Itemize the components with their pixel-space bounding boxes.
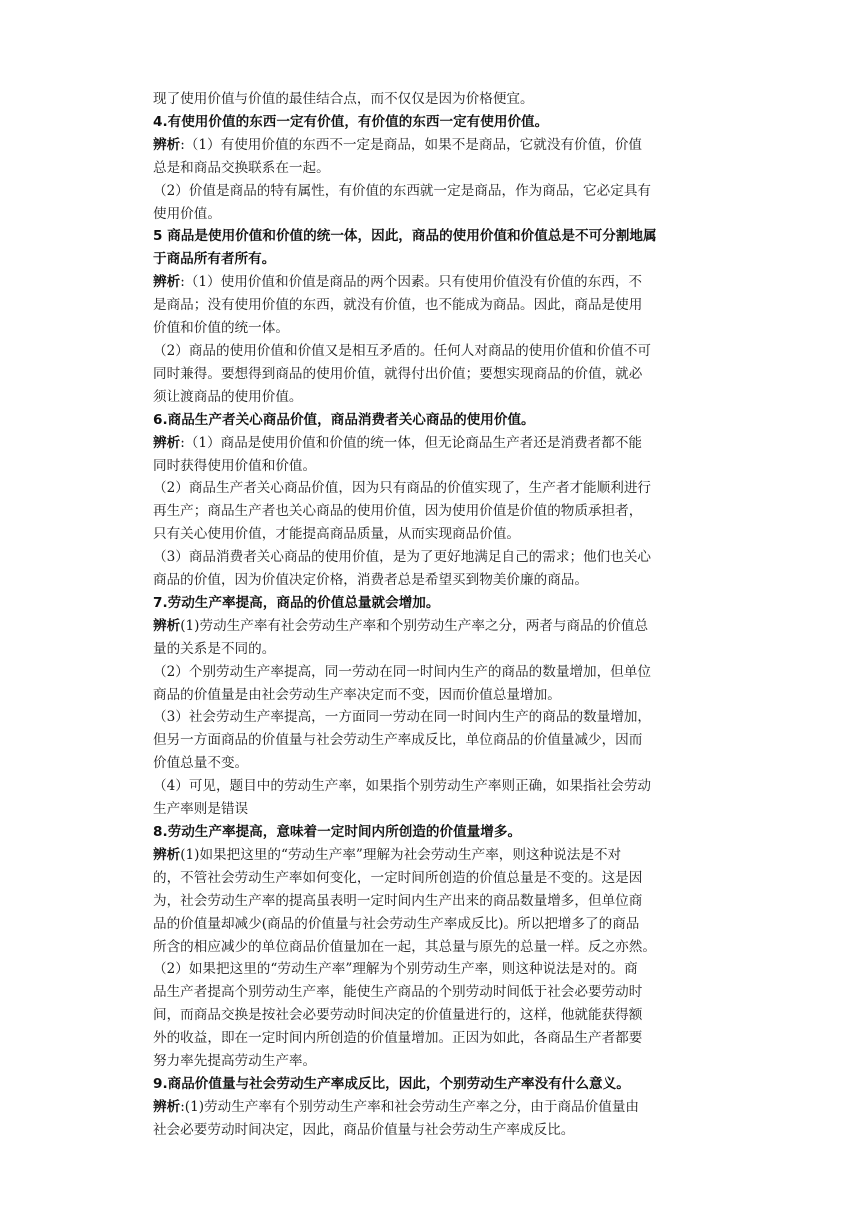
analysis-label: 辨析 bbox=[153, 434, 181, 451]
line-text: （3）社会劳动生产率提高，一方面同一劳动在同一时间内生产的商品的数量增加， bbox=[153, 709, 652, 726]
text-line bbox=[153, 867, 709, 890]
document-body bbox=[153, 88, 709, 1142]
analysis-label: 辨析 bbox=[153, 617, 181, 634]
text-line bbox=[153, 729, 709, 752]
line-text: 是商品；没有使用价值的东西，就没有价值，也不能成为商品。因此，商品是使用 bbox=[153, 297, 643, 314]
question-heading: 6.商品生产者关心商品价值，商品消费者关心商品的使用价值。 bbox=[153, 411, 535, 428]
line-text: 须让渡商品的使用价值。 bbox=[153, 388, 303, 405]
text-line bbox=[153, 1050, 709, 1073]
line-text: 但另一方面商品的价值量与社会劳动生产率成反比，单位商品的价值量减少，因而 bbox=[153, 732, 643, 749]
question-heading: 8.劳动生产率提高，意味着一定时间内所创造的价值量增多。 bbox=[153, 824, 522, 840]
text-line bbox=[153, 386, 709, 409]
line-text: 生产率则是错误 bbox=[153, 801, 249, 818]
text-line bbox=[153, 432, 709, 455]
text-line bbox=[153, 638, 709, 661]
text-line bbox=[153, 844, 709, 867]
text-line bbox=[153, 1004, 709, 1027]
line-text: 品的价值量却减少(商品的价值量与社会劳动生产率成反比)。所以把增多了的商品 bbox=[153, 915, 640, 932]
line-text: 品生产者提高个别劳动生产率，能使生产商品的个别劳动时间低于社会必要劳动时 bbox=[153, 984, 643, 1001]
line-text: （2）商品的使用价值和价值又是相互矛盾的。任何人对商品的使用价值和价值不可 bbox=[153, 342, 652, 359]
text-line bbox=[153, 752, 709, 775]
text-line bbox=[153, 363, 709, 386]
line-text: 现了使用价值与价值的最佳结合点，而不仅仅是因为价格便宜。 bbox=[153, 91, 534, 107]
text-line bbox=[153, 180, 709, 203]
text-line bbox=[153, 1027, 709, 1050]
analysis-label: 辨析 bbox=[153, 1098, 181, 1115]
line-text: 同时获得使用价值和价值。 bbox=[153, 457, 317, 474]
line-text: 量的关系是不同的。 bbox=[153, 640, 276, 657]
text-line bbox=[153, 615, 709, 638]
text-line bbox=[153, 936, 709, 959]
line-text: 外的收益，即在一定时间内所创造的价值量增加。正因为如此，各商品生产者都要 bbox=[153, 1030, 643, 1047]
line-text: 的，不管社会劳动生产率如何变化，一定时间所创造的价值总量是不变的。这是因 bbox=[153, 869, 643, 886]
question-heading: 4.有使用价值的东西一定有价值，有价值的东西一定有使用价值。 bbox=[153, 113, 549, 130]
line-text: 努力率先提高劳动生产率。 bbox=[153, 1053, 317, 1070]
text-line bbox=[153, 775, 709, 798]
line-text: （2）如果把这里的“劳动生产率”理解为个别劳动生产率，则这种说法是对的。商 bbox=[153, 961, 638, 978]
line-text: (1)如果把这里的“劳动生产率”理解为社会劳动生产率，则这种说法是不对 bbox=[180, 846, 622, 863]
text-line bbox=[153, 477, 709, 500]
text-line bbox=[153, 1119, 709, 1142]
line-text: 社会必要劳动时间决定，因此，商品价值量与社会劳动生产率成反比。 bbox=[153, 1121, 575, 1138]
question-heading: 5 商品是使用价值和价值的统一体，因此，商品的使用价值和价值总是不可分割地属 bbox=[153, 228, 657, 245]
text-line bbox=[153, 134, 709, 157]
text-line bbox=[153, 88, 709, 111]
line-text: 间，而商品交换是按社会必要劳动时间决定的价值量进行的，这样，他就能获得额 bbox=[153, 1007, 643, 1024]
line-text: :（1）使用价值和价值是商品的两个因素。只有使用价值没有价值的东西，不 bbox=[180, 274, 643, 291]
text-line bbox=[153, 203, 709, 226]
text-line bbox=[153, 523, 709, 546]
line-text: 只有关心使用价值，才能提高商品质量，从而实现商品价值。 bbox=[153, 526, 521, 543]
line-text: (1)劳动生产率有社会劳动生产率和个别劳动生产率之分，两者与商品的价值总 bbox=[180, 617, 649, 634]
line-text: 商品的价值量是由社会劳动生产率决定而不变，因而价值总量增加。 bbox=[153, 686, 561, 703]
analysis-label: 辨析 bbox=[153, 136, 181, 153]
analysis-label: 辨析 bbox=[153, 274, 181, 291]
question-heading: 9.商品价值量与社会劳动生产率成反比，因此，个别劳动生产率没有什么意义。 bbox=[153, 1075, 630, 1092]
text-line bbox=[153, 569, 709, 592]
analysis-label: 辨析 bbox=[153, 846, 181, 863]
text-line bbox=[153, 958, 709, 981]
text-line bbox=[153, 317, 709, 340]
line-text: 使用价值。 bbox=[153, 205, 221, 222]
line-text: 再生产；商品生产者也关心商品的使用价值，因为使用价值是价值的物质承担者， bbox=[153, 503, 643, 520]
line-text: 同时兼得。要想得到商品的使用价值，就得付出价值；要想实现商品的价值，就必 bbox=[153, 365, 643, 382]
text-line bbox=[153, 890, 709, 913]
line-text: 价值总量不变。 bbox=[153, 755, 249, 772]
text-line bbox=[153, 500, 709, 523]
line-text: （2）个别劳动生产率提高，同一劳动在同一时间内生产的商品的数量增加，但单位 bbox=[153, 663, 652, 680]
text-line bbox=[153, 294, 709, 317]
line-text: 为，社会劳动生产率的提高虽表明一定时间内生产出来的商品数量增多，但单位商 bbox=[153, 892, 643, 909]
text-line bbox=[153, 706, 709, 729]
text-line bbox=[153, 157, 709, 180]
question-heading: 于商品所有者所有。 bbox=[153, 251, 276, 268]
line-text: 商品的价值，因为价值决定价格，消费者总是希望买到物美价廉的商品。 bbox=[153, 572, 588, 589]
text-line bbox=[153, 546, 709, 569]
line-text: :（1）有使用价值的东西不一定是商品，如果不是商品，它就没有价值，价值 bbox=[180, 136, 643, 153]
line-text: （4）可见，题目中的劳动生产率，如果指个别劳动生产率则正确，如果指社会劳动 bbox=[153, 778, 652, 795]
line-text: （2）商品生产者关心商品价值，因为只有商品的价值实现了，生产者才能顺利进行 bbox=[153, 480, 652, 497]
line-text: 总是和商品交换联系在一起。 bbox=[153, 159, 330, 176]
line-text: :（1）商品是使用价值和价值的统一体，但无论商品生产者还是消费者都不能 bbox=[180, 434, 643, 451]
line-text: （3）商品消费者关心商品的使用价值，是为了更好地满足自己的需求；他们也关心 bbox=[153, 549, 652, 566]
line-text: （2）价值是商品的特有属性，有价值的东西就一定是商品，作为商品，它必定具有 bbox=[153, 182, 652, 199]
text-line bbox=[153, 340, 709, 363]
line-text: 价值和价值的统一体。 bbox=[153, 320, 289, 337]
question-heading: 7.劳动生产率提高，商品的价值总量就会增加。 bbox=[153, 594, 440, 611]
text-line bbox=[153, 981, 709, 1004]
line-text: :(1)劳动生产率有个别劳动生产率和社会劳动生产率之分，由于商品价值量由 bbox=[180, 1098, 640, 1115]
text-line bbox=[153, 913, 709, 936]
text-line bbox=[153, 271, 709, 294]
text-line bbox=[153, 684, 709, 707]
line-text: 所含的相应减少的单位商品价值量加在一起，其总量与原先的总量一样。反之亦然。 bbox=[153, 938, 656, 955]
text-line bbox=[153, 798, 709, 821]
text-line bbox=[153, 1096, 709, 1119]
text-line bbox=[153, 455, 709, 478]
text-line bbox=[153, 661, 709, 684]
